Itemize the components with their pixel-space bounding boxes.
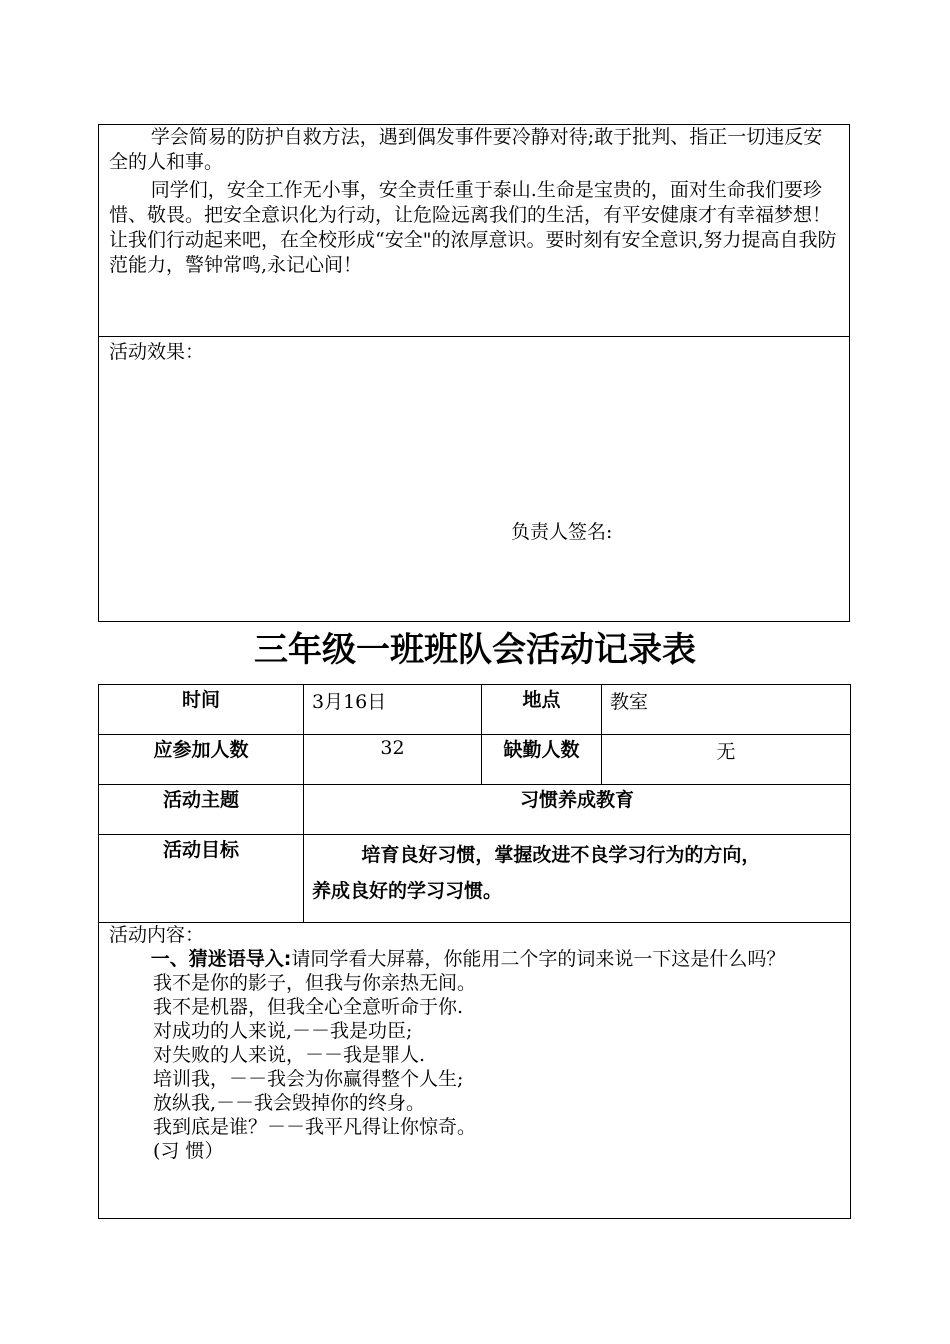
content-label: 活动内容： — [109, 924, 205, 946]
absent-count-label: 缺勤人数 — [482, 735, 602, 785]
list-item: (习 惯） — [153, 1140, 224, 1162]
theme-label: 活动主题 — [99, 785, 304, 835]
riddle-intro-text: 请同学看大屏幕，你能用二个字的词来说一下这是什么吗？ — [291, 948, 786, 970]
safety-paragraph-1: 学会简易的防护自救方法，遇到偶发事件要冷静对待;敢于批判、指正一切违反安全的人和事。 — [109, 126, 823, 173]
place-label: 地点 — [482, 685, 602, 735]
time-label: 时间 — [99, 685, 304, 735]
riddle-lines — [109, 971, 840, 1163]
expected-count-value: 32 — [304, 735, 482, 785]
time-value: 3月16日 — [304, 685, 482, 735]
activity-record-table — [98, 684, 851, 1219]
theme-value: 习惯养成教育 — [304, 785, 851, 835]
place-value: 教室 — [602, 685, 851, 735]
table-row — [99, 685, 851, 735]
content-cell — [99, 923, 851, 1219]
list-item: 我到底是谁？－－我平凡得让你惊奇。 — [153, 1116, 477, 1138]
riddle-heading: 一、猜迷语导入: — [150, 948, 292, 970]
list-item: 对成功的人来说,－－我是功臣; — [153, 1020, 413, 1042]
goal-line-1: 培育良好习惯，掌握改进不良学习行为的方向， — [361, 844, 761, 866]
list-item: 对失败的人来说，－－我是罪人. — [153, 1044, 426, 1066]
form-title: 三年级一班班队会活动记录表 — [254, 630, 696, 670]
goal-label: 活动目标 — [99, 835, 304, 923]
list-item: 放纵我,－－我会毁掉你的终身。 — [153, 1092, 426, 1114]
activity-text-box — [98, 124, 850, 337]
riddle-intro — [109, 947, 840, 971]
expected-count-label: 应参加人数 — [99, 735, 304, 785]
activity-effect-label: 活动效果： — [109, 341, 205, 363]
signature-label: 负责人签名: — [511, 521, 613, 543]
table-row — [99, 735, 851, 785]
table-row — [99, 835, 851, 923]
list-item: 我不是你的影子，但我与你亲热无间。 — [153, 972, 477, 994]
table-row — [99, 785, 851, 835]
activity-effect-box — [98, 336, 850, 622]
list-item: 我不是机器，但我全心全意听命于你. — [153, 996, 464, 1018]
list-item: 培训我，－－我会为你赢得整个人生; — [153, 1068, 464, 1090]
table-row — [99, 923, 851, 1219]
safety-paragraph-2: 同学们，安全工作无小事，安全责任重于泰山.生命是宝贵的，面对生命我们要珍惜、敬畏。把安全意识化为行动，让危险远离我们的生活，有平安健康才有幸福梦想！让我们行动起来吧，在全校形成“安全"的浓厚意识。要时刻有安全意识,努力提高自我防范能力，警钟常鸣,永记心间！ — [109, 179, 837, 276]
absent-count-value: 无 — [602, 735, 851, 785]
goal-value — [304, 835, 851, 923]
goal-line-2: 养成良好的学习习惯。 — [312, 880, 503, 902]
